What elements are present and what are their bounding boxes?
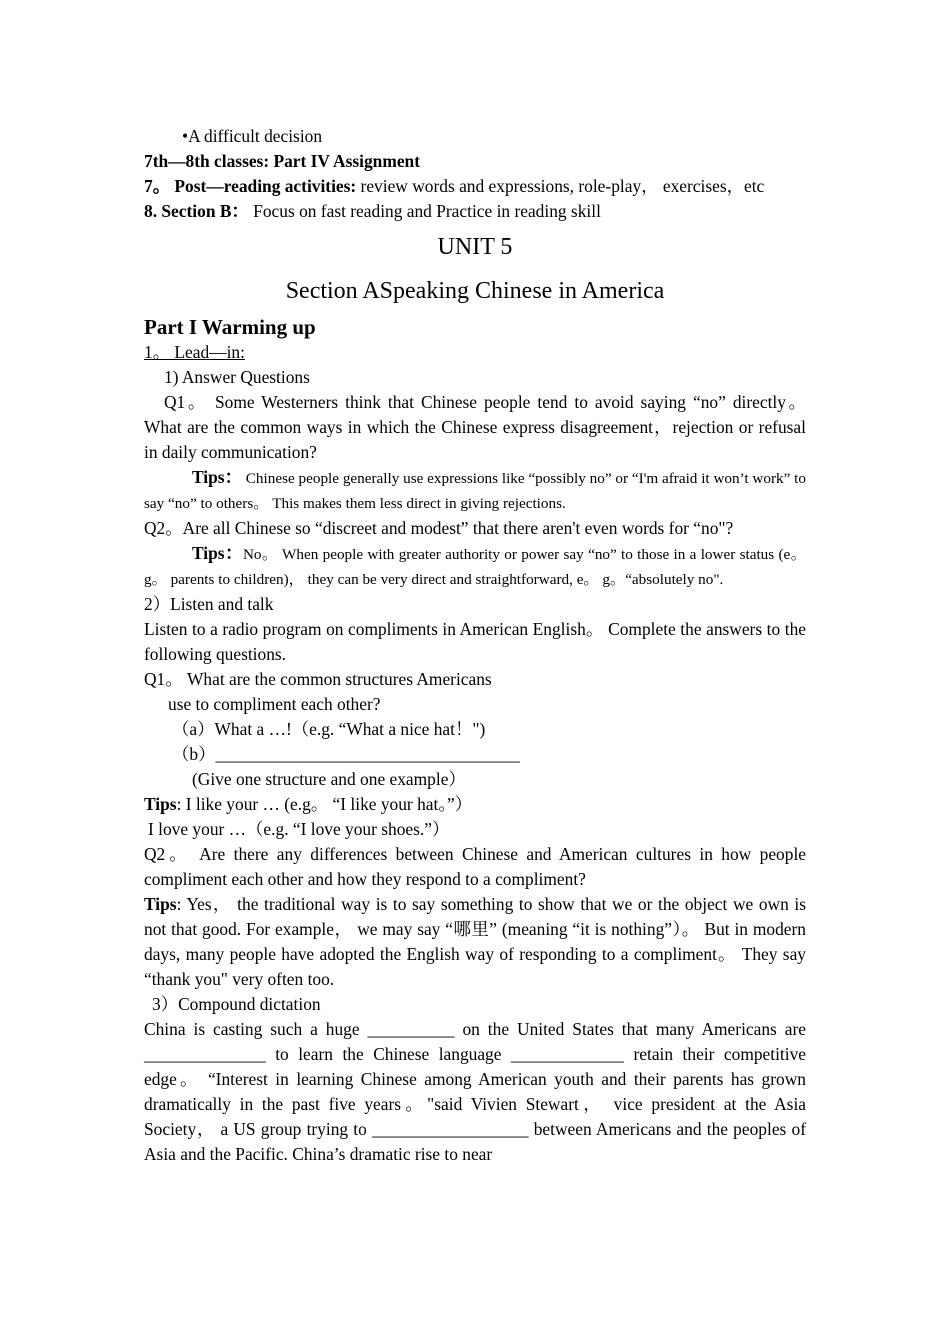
- listen-question-2: Q2。 Are there any differences between Chinese and American cultures in how people compliment each other and how they respond to a compliment?: [144, 844, 806, 889]
- section-b-text: Focus on fast reading and Practice in reading skill: [248, 201, 601, 221]
- dictation-text: China is casting such a huge __________ on the United States that many Americans are ______________ to learn the Chinese language _____________ retain their competitive edge。 “Interest in learning Chinese among American youth and their parents has grown dramatically in the past five years。"said Vivien Stewart， vice president at the Asia Society， a US group trying to __________________ between Americans and the peoples of Asia and the Pacific. China’s dramatic rise to near: [144, 1019, 806, 1164]
- section-b-label: 8. Section B：: [144, 201, 249, 221]
- lead-in-title: 1。 Lead—in:: [144, 342, 245, 362]
- lead-question-2: Q2。Are all Chinese so “discreet and modest” that there aren't even words for “no"?: [144, 518, 734, 538]
- tips-label: Tips: [144, 794, 177, 814]
- lead-tips-2: [144, 541, 806, 592]
- tips-label: Tips: [144, 894, 177, 914]
- post-reading-text: review words and expressions, role-play， exercises，etc: [356, 176, 765, 196]
- lead-tips-1: [144, 465, 806, 516]
- tips-label: Tips：: [192, 467, 242, 487]
- listen-tips-2: [144, 892, 806, 992]
- section-b-line: [144, 199, 806, 224]
- listen-tips-1: [144, 792, 806, 817]
- post-reading-label: 7。 Post—reading activities:: [144, 176, 357, 196]
- unit-heading: UNIT 5: [437, 234, 513, 260]
- part-heading: Part I Warming up: [144, 315, 316, 339]
- answer-questions-title: 1) Answer Questions: [164, 367, 310, 387]
- lead-question-1: Q1。 Some Westerners think that Chinese people tend to avoid saying “no” directly。 What are the common ways in which the Chinese express disagreement，rejection or refusal in daily communication?: [144, 392, 806, 462]
- document-body: [144, 124, 806, 1167]
- tips-text: Chinese people generally use expressions like “possibly no” or “I'm afraid it won’t work” to say “no” to others。 This makes them less direct in giving rejections.: [144, 470, 806, 512]
- classes-line: 7th—8th classes: Part IV Assignment: [144, 151, 420, 171]
- tips-text: No。 When people with greater authority or power say “no” to those in a lower status (e。g。 parents to children)， they can be very direct and straightforward, e。 g。“absolutely no".: [144, 546, 806, 588]
- answer-b-blank: （b）___________________________________: [172, 744, 520, 764]
- tips-label: Tips：: [192, 543, 243, 563]
- listen-question-1-cont: use to compliment each other?: [168, 694, 381, 714]
- dictation-title: 3）Compound dictation: [152, 994, 321, 1014]
- tips-text: : Yes， the traditional way is to say something to show that we or the object we own is not that good. For example， we may say “哪里” (meaning “it is nothing”）。 But in modern days, many people have adopted the English way of responding to a compliment。 They say “thank you" very often too.: [144, 894, 806, 989]
- post-reading-line: [144, 174, 806, 199]
- give-instruction: (Give one structure and one example）: [192, 769, 466, 789]
- answer-a: （a）What a …!（e.g. “What a nice hat！"): [172, 719, 486, 739]
- tips-text: : I like your … (e.g。 “I like your hat。”）: [176, 794, 473, 814]
- listen-tips-1-cont: I love your …（e.g. “I love your shoes.”）: [148, 819, 450, 839]
- section-heading: Section ASpeaking Chinese in America: [285, 278, 665, 304]
- bullet-item: •A difficult decision: [182, 126, 323, 146]
- listen-talk-title: 2）Listen and talk: [144, 594, 274, 614]
- listen-question-1: Q1。 What are the common structures Americans: [144, 669, 492, 689]
- listen-intro: Listen to a radio program on compliments in American English。 Complete the answers to the following questions.: [144, 619, 806, 664]
